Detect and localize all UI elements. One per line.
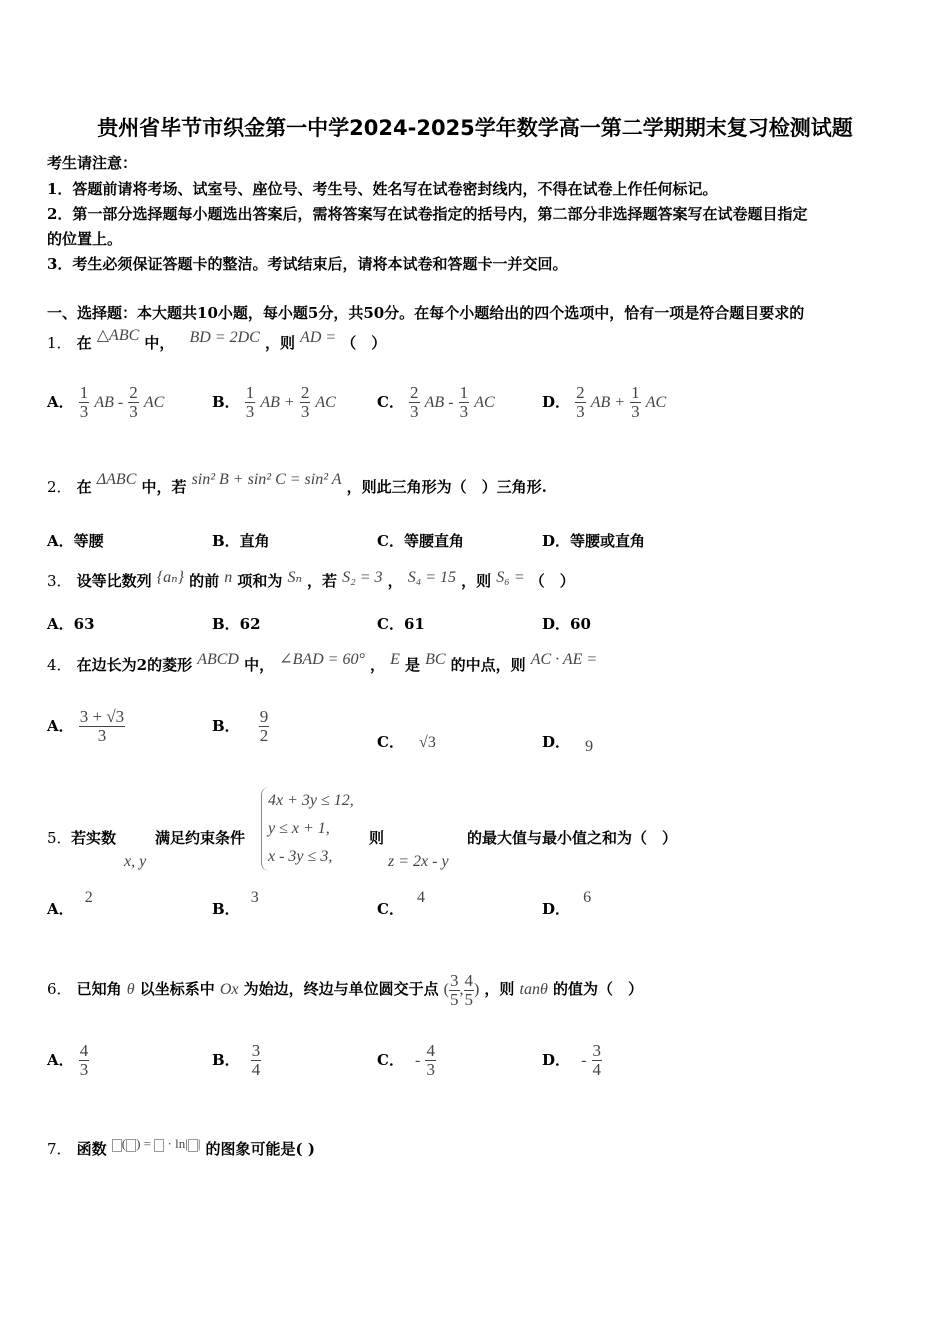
- question-6: [47, 972, 643, 1009]
- q4-option-d-label: D．: [542, 733, 571, 751]
- q1-option-d-mid: AB +: [590, 393, 626, 411]
- q1-option-c-label: C．: [377, 392, 404, 411]
- q1-option-b-mid: AB +: [260, 393, 295, 411]
- q6-math-theta: θ: [126, 981, 135, 999]
- fraction: $\frac{1}{3}$: [245, 383, 255, 421]
- q3-number: 3．: [47, 572, 72, 590]
- q2-text-1: 在: [76, 478, 92, 496]
- q5-option-d[interactable]: [542, 889, 592, 919]
- q5-option-d-value: 6: [583, 889, 592, 906]
- q2-math-triangle: ΔABC: [96, 471, 137, 488]
- q7-math-function: ( ) = · ln| |: [112, 1136, 201, 1151]
- q4-option-c-value: √3: [419, 734, 436, 751]
- fraction: $\frac{1}{3}$: [631, 383, 640, 421]
- notice-line-1: 1．答题前请将考场、试室号、座位号、考生号、姓名写在试卷密封线内，不得在试卷上作任何标记。: [47, 180, 718, 198]
- q6-option-a[interactable]: [47, 1042, 89, 1079]
- q6-option-c-label: C．: [377, 1050, 404, 1069]
- q3-text-4: ，若: [307, 572, 338, 590]
- q1-option-a[interactable]: [47, 384, 164, 421]
- fraction: $\frac{2}{3}$: [300, 383, 310, 421]
- q1-option-a-mid: AB -: [94, 393, 124, 411]
- missing-glyph-icon: [154, 1139, 164, 1152]
- q5-text-1: 若实数: [71, 829, 117, 847]
- q5-constraint-3: x - 3y ≤ 3,: [268, 848, 333, 865]
- missing-glyph-icon: [112, 1139, 122, 1152]
- q3-math-s6: S₆ =: [496, 569, 525, 586]
- q3-option-a[interactable]: A．63: [47, 615, 95, 633]
- fraction: $\frac{1}{3}$: [459, 383, 469, 421]
- q4-option-c[interactable]: [377, 731, 436, 752]
- q3-math-sequence: {aₙ}: [156, 569, 185, 586]
- missing-glyph-icon: [188, 1139, 198, 1152]
- q5-option-b[interactable]: [212, 889, 259, 919]
- q2-option-c[interactable]: C．等腰直角: [377, 532, 464, 550]
- q2-option-a[interactable]: A．等腰: [47, 532, 104, 550]
- q1-option-a-end: AC: [143, 393, 165, 411]
- q3-text-1: 设等比数列: [76, 572, 152, 590]
- q6-option-a-label: A．: [47, 1050, 74, 1069]
- question-1: [47, 327, 387, 353]
- q4-text-2: 中，: [244, 656, 275, 674]
- q4-math-angle: ∠BAD = 60°: [279, 651, 365, 668]
- fraction: $\frac{9}{2}$: [259, 707, 269, 745]
- q5-option-a-value: 2: [84, 889, 93, 906]
- fraction: $\frac{4}{3}$: [426, 1041, 435, 1079]
- notice-line-2a: 2．第一部分选择题每小题选出答案后，需将答案写在试卷指定的括号内，第二部分非选择题答案写在试卷题目指定: [47, 205, 808, 223]
- q1-text-2: 中，: [144, 334, 175, 352]
- q1-option-c-end: AC: [474, 393, 495, 411]
- q4-option-a-label: A．: [47, 716, 74, 735]
- q2-option-d[interactable]: D．等腰或直角: [542, 532, 646, 550]
- q6-option-d-label: D．: [542, 1050, 571, 1069]
- q7-number: 7．: [47, 1140, 72, 1158]
- q1-option-d-label: D．: [542, 392, 571, 411]
- q1-math-triangle: △ABC: [96, 327, 140, 344]
- q1-option-b-end: AC: [315, 393, 336, 411]
- q3-option-b[interactable]: B．62: [212, 615, 261, 633]
- q5-option-d-label: D．: [542, 900, 571, 918]
- q1-number: 1．: [47, 334, 72, 352]
- fraction: $\frac{3 + √3}{3}$: [79, 707, 125, 745]
- question-4: [47, 651, 598, 675]
- q6-option-d[interactable]: [542, 1042, 602, 1079]
- question-3: [47, 570, 575, 591]
- q2-number: 2．: [47, 478, 72, 496]
- q6-point: ( $\frac{3}{5}$ , $\frac{4}{5}$ ): [443, 971, 480, 1009]
- q1-math-bd: BD = 2DC: [189, 329, 260, 346]
- q4-text-1: 在边长为2的菱形: [76, 656, 193, 674]
- fraction: $\frac{4}{5}$: [464, 971, 473, 1009]
- q3-text-3: 项和为: [237, 572, 283, 590]
- q5-text-3: 则: [369, 829, 385, 847]
- fraction: $\frac{3}{4}$: [592, 1041, 602, 1079]
- q5-option-a[interactable]: [47, 889, 93, 919]
- fraction: $\frac{2}{3}$: [129, 383, 138, 421]
- q5-text-2: 满足约束条件: [155, 829, 246, 847]
- q1-text-3: ，则: [264, 334, 295, 352]
- q2-math-equation: sin² B + sin² C = sin² A: [191, 471, 342, 488]
- q1-option-d-end: AC: [645, 393, 667, 411]
- q3-math-sn: Sₙ: [287, 569, 302, 586]
- q3-option-d[interactable]: D．60: [542, 615, 591, 633]
- q6-option-d-sign: -: [581, 1051, 587, 1069]
- q5-text-4: 的最大值与最小值之和为（ ）: [467, 829, 678, 847]
- q2-text-3: ，则此三角形为（ ）三角形.: [346, 478, 547, 496]
- q5-option-b-label: B．: [212, 900, 240, 918]
- q4-number: 4．: [47, 656, 72, 674]
- q6-math-ox: Ox: [219, 981, 239, 999]
- q4-math-bc: BC: [425, 651, 446, 668]
- fraction: $\frac{2}{3}$: [410, 383, 419, 421]
- q5-option-a-label: A．: [47, 900, 74, 918]
- q5-option-b-value: 3: [250, 889, 259, 906]
- q1-option-c[interactable]: [377, 384, 495, 421]
- fraction: $\frac{2}{3}$: [576, 383, 585, 421]
- q6-text-2: 以坐标系中: [139, 980, 215, 999]
- missing-glyph-icon: [126, 1139, 136, 1152]
- q3-text-6: ，则: [461, 572, 492, 590]
- q1-text-1: 在: [76, 334, 92, 352]
- q2-option-b[interactable]: B．直角: [212, 532, 270, 550]
- q4-math-product: AC · AE =: [530, 651, 598, 668]
- q6-number: 6．: [47, 980, 72, 999]
- q1-option-a-label: A．: [47, 392, 74, 411]
- q4-text-4: 是: [404, 656, 420, 674]
- q3-option-c[interactable]: C．61: [377, 615, 425, 633]
- section-heading: 一、选择题：本大题共10小题，每小题5分，共50分。在每个小题给出的四个选项中，恰有一项是符合题目要求的: [47, 304, 805, 322]
- q6-option-b-label: B．: [212, 1050, 240, 1069]
- q5-constraint-system: [261, 787, 354, 871]
- q4-option-b[interactable]: [212, 708, 269, 745]
- notice-heading: 考生请注意：: [47, 154, 138, 172]
- q4-option-a[interactable]: [47, 708, 125, 745]
- q6-math-tan: tanθ: [519, 981, 548, 999]
- fraction: $\frac{3}{4}$: [251, 1041, 261, 1079]
- q5-option-c[interactable]: [377, 889, 426, 919]
- q1-math-ad: AD =: [300, 329, 337, 346]
- q4-option-b-label: B．: [212, 716, 240, 735]
- q4-text-3: ，: [369, 656, 385, 674]
- notice-line-2b: 的位置上。: [47, 230, 123, 248]
- q5-constraint-1: 4x + 3y ≤ 12,: [268, 792, 354, 809]
- fraction: $\frac{4}{3}$: [79, 1041, 89, 1079]
- page-title: 贵州省毕节市织金第一中学2024-2025学年数学高一第二学期期末复习检测试题: [97, 116, 853, 140]
- q2-text-2: 中，若: [141, 478, 187, 496]
- question-2: [47, 471, 547, 497]
- q4-text-5: 的中点，则: [450, 656, 526, 674]
- q1-text-4: （ ）: [341, 334, 387, 352]
- q4-option-d-value: 9: [585, 738, 594, 755]
- q4-math-e: E: [390, 651, 400, 668]
- q6-option-c-sign: -: [415, 1051, 421, 1069]
- q5-constraint-2: y ≤ x + 1,: [268, 820, 330, 837]
- q4-math-rhombus: ABCD: [197, 651, 239, 668]
- q6-option-b[interactable]: [212, 1042, 261, 1079]
- q7-text-1: 函数: [76, 1140, 107, 1158]
- q3-math-s4: S₄ = 15: [407, 569, 457, 586]
- q4-option-d[interactable]: [542, 731, 594, 755]
- q5-math-xy: x, y: [124, 853, 147, 870]
- q6-text-5: 的值为（ ）: [552, 980, 643, 999]
- q3-math-n: n: [224, 569, 233, 586]
- q3-text-2: 的前: [189, 572, 220, 590]
- q4-option-c-label: C．: [377, 733, 404, 751]
- notice-line-3: 3．考生必须保证答题卡的整洁。考试结束后，请将本试卷和答题卡一并交回。: [47, 255, 568, 273]
- q5-option-c-value: 4: [417, 889, 426, 906]
- q7-text-2: 的图象可能是( ): [205, 1140, 315, 1158]
- q5-number: 5．: [47, 829, 72, 847]
- q1-option-b[interactable]: [212, 384, 336, 421]
- q1-option-d[interactable]: [542, 384, 666, 421]
- q6-text-3: 为始边，终边与单位圆交于点: [243, 980, 439, 999]
- question-7: [47, 1138, 315, 1159]
- fraction: $\frac{1}{3}$: [79, 383, 89, 421]
- fraction: $\frac{3}{5}$: [450, 971, 459, 1009]
- q6-option-c[interactable]: [377, 1042, 436, 1079]
- q1-option-c-mid: AB -: [424, 393, 454, 411]
- q1-option-b-label: B．: [212, 392, 240, 411]
- q5-option-c-label: C．: [377, 900, 404, 918]
- q5-math-z: z = 2x - y: [388, 853, 449, 870]
- q3-text-5: ，: [387, 572, 403, 590]
- q3-text-7: （ ）: [529, 572, 575, 590]
- q6-text-4: ，则: [484, 980, 515, 999]
- q6-text-1: 已知角: [76, 980, 122, 999]
- q3-math-s2: S₂ = 3: [342, 569, 383, 586]
